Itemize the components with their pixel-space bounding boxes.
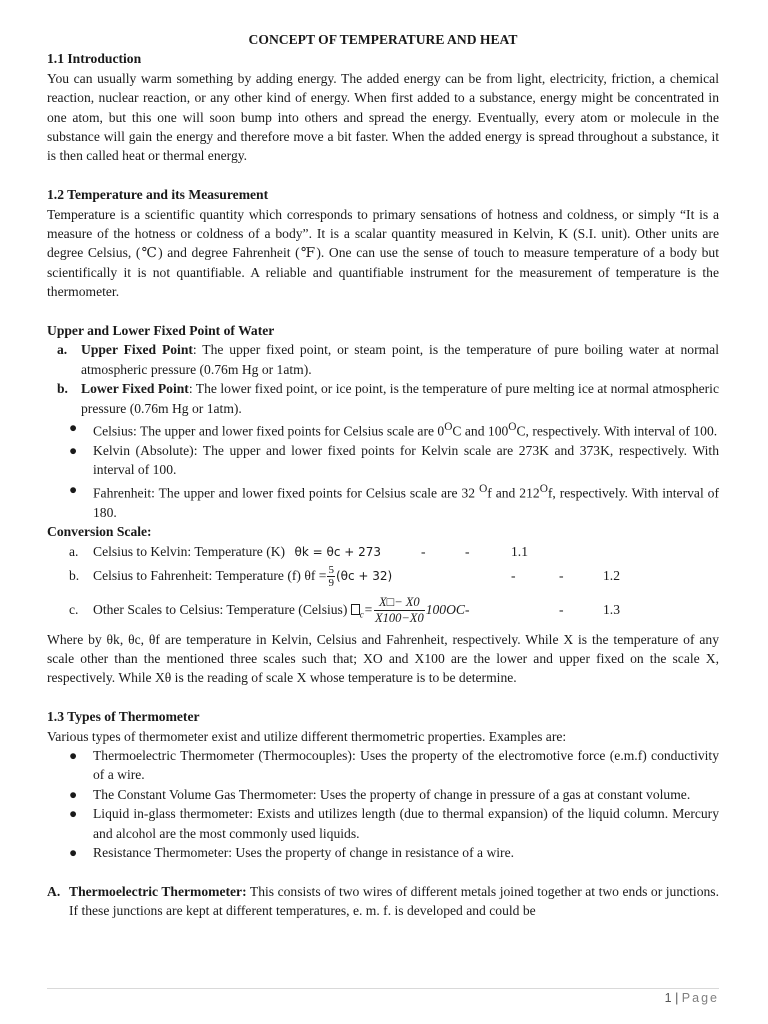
temperature-paragraph: Temperature is a scientific quantity which corresponds to primary sensations of hotness and coldness, or simply “It is a measure of the hotness or coldness of a body”. It is a scalar quantity measured in Kelvin, K (S.I. unit). Other units are degree Celsius, (℃) and degree Fahrenheit (℉). One can use the sense of touch to measure temperature of a body but scientifically it is not quantifiable. A reliable and quantifiable instrument for the measurement of temperature is the thermometer. [47, 206, 719, 300]
equation-number: 1.3 [603, 601, 620, 617]
page-footer [665, 991, 719, 1005]
equation-number: 1.1 [511, 543, 528, 559]
list-marker: a. [57, 342, 68, 358]
bullet-item: ● Kelvin (Absolute): The upper and lower fixed points for Kelvin scale are 273K and 373K, respectively. With interval of 100. [69, 443, 719, 478]
conversion-item: c. Other Scales to Celsius: Temperature (Celsius) $_c$= $\frac{X□- X0}{X100-X0}$ 100OC- - 1.3 [47, 590, 719, 630]
bullet-item: ● The Constant Volume Gas Thermometer: Uses the property of change in pressure of a gas at constant volume. [47, 785, 719, 804]
list-marker: A. [47, 883, 61, 899]
footer-separator: | [675, 991, 679, 1005]
list-item [47, 379, 719, 418]
bullet-icon: ● [69, 420, 78, 436]
bullet-icon: ● [69, 481, 78, 497]
section-heading-temperature: 1.2 Temperature and its Measurement [47, 187, 269, 203]
bullet-icon: ● [69, 748, 78, 764]
footer-divider [47, 988, 719, 989]
document-title: CONCEPT OF TEMPERATURE AND HEAT [248, 32, 518, 47]
list-item [47, 340, 719, 379]
list-marker: b. [57, 381, 68, 397]
formula: (θc + 32) [335, 568, 393, 583]
fixed-points-list [47, 340, 719, 418]
conversion-item: a. Celsius to Kelvin: Temperature (K) θk = θc + 273 - - 1.1 [47, 542, 719, 562]
bullet-item: ● Resistance Thermometer: Uses the property of change in resistance of a wire. [47, 843, 719, 862]
bullet-item: ● Liquid in-glass thermometer: Exists and utilizes length (due to thermal expansion) of the liquid column. Mercury and alcohol are the most commonly used liquids. [69, 806, 719, 841]
formula: 100OC- [425, 601, 470, 617]
section-heading-types: 1.3 Types of Thermometer [47, 709, 200, 725]
definition-text: : The lower fixed point, or ice point, is the temperature of pure melting ice at normal atmospheric pressure (0.76m Hg or 1atm). [81, 381, 719, 416]
term-upper-fixed-point: Upper Fixed Point [81, 342, 193, 358]
fixed-points-heading: Upper and Lower Fixed Point of Water [47, 323, 275, 339]
types-intro: Various types of thermometer exist and utilize different thermometric properties. Examples are: [47, 728, 567, 744]
introduction-paragraph: You can usually warm something by adding energy. The added energy can be from light, electricity, friction, a chemical reaction, nuclear reaction, or any other kind of energy. When first added to a substance, energy might be concentrated in one atom, but this one will soon bump into others and spread the energy. Eventually, every atom or molecule in the substance will gain the energy and therefore move a bit faster. When the added energy is spread throughout a substance, it is then called heat or thermal energy. [47, 70, 719, 164]
conversion-label: Other Scales to Celsius: Temperature (Celsius) [93, 601, 348, 617]
term-thermoelectric: Thermoelectric Thermometer: [69, 883, 247, 899]
document-page [47, 30, 719, 921]
placeholder-box-icon [351, 604, 360, 615]
bullet-item: ● Thermoelectric Thermometer (Thermocouples): Uses the property of the electromotive force (e.m.f) conductivity of a wire. [69, 748, 719, 783]
where-paragraph: Where by θk, θc, θf are temperature in Kelvin, Celsius and Fahrenheit, respectively. While X is the temperature of any scale other than the mentioned three scales such that; XO and X100 are the lower and upper fixed on the scale X, respectively. While Xθ is the reading of scale X whose temperature is to be determine. [47, 631, 719, 686]
bullet-icon: ● [69, 806, 78, 822]
page-number: 1 [664, 991, 672, 1005]
bullet-icon: ● [69, 845, 78, 861]
equation-number: 1.2 [603, 567, 620, 583]
bullet-icon: ● [69, 443, 78, 459]
term-lower-fixed-point: Lower Fixed Point [81, 381, 189, 397]
section-heading-introduction: 1.1 Introduction [47, 51, 142, 67]
thermometer-types-list [47, 746, 719, 862]
conversion-label: Celsius to Kelvin: Temperature (K) [93, 543, 286, 559]
conversion-label: Celsius to Fahrenheit: Temperature (f) θf = [93, 567, 327, 583]
bullet-icon: ● [69, 786, 78, 802]
formula: θk = θc + 273 [294, 544, 382, 559]
conversion-item: b. Celsius to Fahrenheit: Temperature (f) θf = $\frac{5}{9}$ (θc + 32) - - 1.2 [47, 562, 719, 590]
section-a-thermoelectric: A. Thermoelectric Thermometer: This consists of two wires of different metals joined together at two ends or junctions. If these junctions are kept at different temperatures, e. m. f. is developed and could be [47, 883, 719, 919]
fraction: $\frac{5}{9}$ [328, 563, 334, 589]
conversion-heading: Conversion Scale: [47, 524, 152, 540]
definition-text: : The upper fixed point, or steam point, is the temperature of pure boiling water at normal atmospheric pressure (0.76m Hg or 1atm). [81, 342, 719, 377]
bullet-item: ● Celsius: The upper and lower fixed points for Celsius scale are $0^OC$ and $100^OC$, respectively. With interval of 100. [69, 420, 718, 439]
fixed-points-bullets [47, 418, 719, 522]
fraction: $\frac{X□- X0}{X100-X0}$ [374, 594, 424, 625]
bullet-item: ● Fahrenheit: The upper and lower fixed points for Celsius scale are 32 $^O$f and $212^Of$, respectively. With interval of 180. [69, 481, 719, 520]
page-label: Page [681, 991, 719, 1005]
